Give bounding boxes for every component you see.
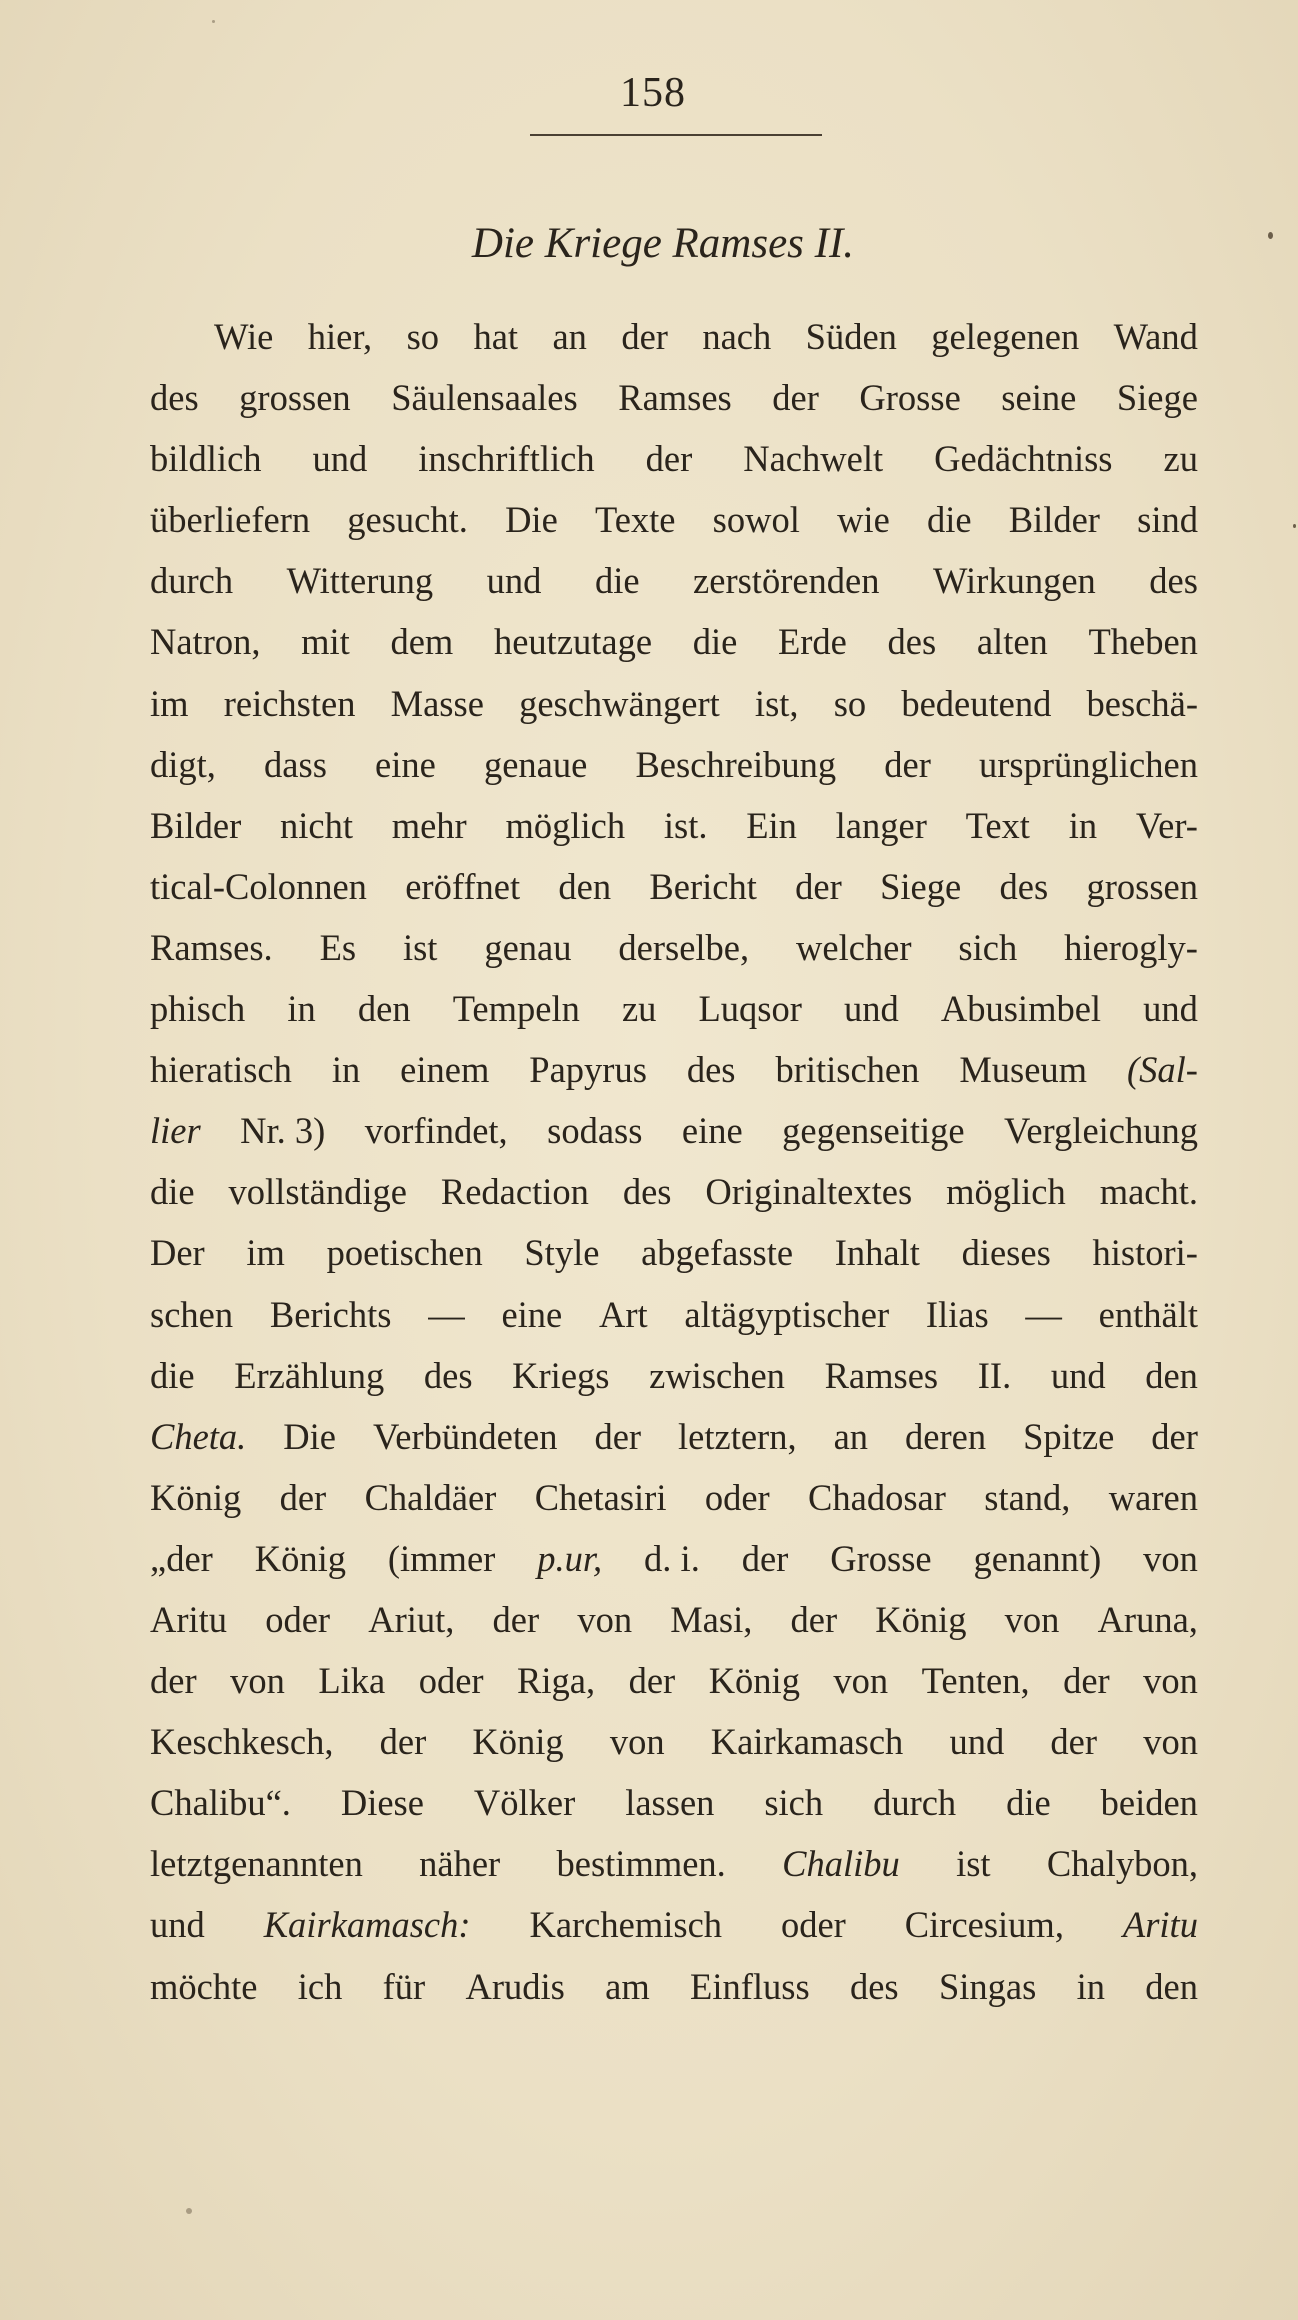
word: so <box>406 316 440 357</box>
word: durch <box>873 1782 957 1824</box>
word: Süden <box>805 316 897 357</box>
text-line <box>150 856 1198 917</box>
word: lassen <box>625 1782 715 1824</box>
word: sind <box>1137 499 1198 541</box>
word: zu <box>1163 438 1198 480</box>
word: von <box>1143 1660 1198 1702</box>
word: Wie <box>214 316 274 357</box>
word: histori- <box>1092 1232 1198 1274</box>
text-line <box>150 428 1198 489</box>
word: von <box>1143 1721 1198 1763</box>
word: II. <box>977 1354 1012 1396</box>
word: der <box>628 1660 676 1702</box>
italic-word: lier <box>150 1110 201 1152</box>
word: Ein <box>746 804 797 846</box>
word: des <box>999 865 1049 907</box>
word: Es <box>319 926 357 968</box>
word: des <box>622 1171 672 1213</box>
word: Natron, <box>150 621 261 663</box>
word: eine <box>681 1110 743 1152</box>
word: Nr. 3) <box>240 1110 326 1152</box>
word: „der <box>150 1537 213 1579</box>
word: des <box>150 377 199 419</box>
word: bildlich <box>150 438 262 480</box>
word: heutzutage <box>493 621 653 663</box>
italic-word: Kairkamasch: <box>263 1904 471 1946</box>
paper-speck <box>1268 232 1273 239</box>
italic-word: Cheta. <box>150 1415 247 1457</box>
word: Kriegs <box>512 1354 610 1396</box>
word: durch <box>150 560 234 602</box>
word: die <box>594 560 640 602</box>
word: am <box>605 1965 650 2007</box>
word: der <box>594 1415 642 1457</box>
word: für <box>382 1965 426 2007</box>
text-line <box>150 1833 1198 1894</box>
word: Gedächtniss <box>934 438 1113 480</box>
word: Ramses. <box>150 926 273 968</box>
word: Chetasiri <box>534 1476 667 1518</box>
word: Vergleichung <box>1004 1110 1198 1152</box>
word: dem <box>390 621 454 663</box>
word: hieratisch <box>150 1049 292 1091</box>
word: Diese <box>340 1782 424 1824</box>
word: poetischen <box>326 1232 483 1274</box>
word: Chadosar <box>808 1476 946 1518</box>
word: phisch <box>150 988 246 1030</box>
word: in <box>1076 1965 1105 2007</box>
word: digt, <box>150 743 216 785</box>
word: des <box>849 1965 899 2007</box>
word: Singas <box>938 1965 1037 2007</box>
word: macht. <box>1099 1171 1198 1213</box>
word: Lika <box>318 1660 386 1702</box>
word: letztgenannten <box>150 1843 363 1885</box>
word: überliefern <box>150 499 311 541</box>
text-line <box>150 1039 1198 1100</box>
word: altägyptischer <box>684 1293 890 1335</box>
text-line <box>150 367 1198 428</box>
word: an <box>552 316 587 357</box>
word: oder <box>704 1476 770 1518</box>
text-line <box>150 1100 1198 1161</box>
word: Die <box>283 1415 336 1457</box>
word: Masse <box>390 682 484 724</box>
word: des <box>423 1354 473 1396</box>
word: dieses <box>961 1232 1051 1274</box>
word: gegenseitige <box>782 1110 965 1152</box>
word: die <box>1006 1782 1051 1824</box>
word: zerstörenden <box>693 560 880 602</box>
word: mit <box>301 621 350 663</box>
text-line <box>150 978 1198 1039</box>
word: Style <box>524 1232 600 1274</box>
word: Spitze <box>1023 1415 1115 1457</box>
text-line <box>150 673 1198 734</box>
text-line <box>150 734 1198 795</box>
word: Luqsor <box>698 988 802 1030</box>
word: britischen <box>775 1049 920 1091</box>
word: zwischen <box>649 1354 785 1396</box>
header-rule <box>530 134 822 136</box>
word: Erzählung <box>234 1354 385 1396</box>
word: Berichts <box>269 1293 392 1335</box>
word: der <box>741 1537 789 1579</box>
word: genaue <box>483 743 588 785</box>
word: König <box>254 1537 346 1579</box>
word: ist <box>402 926 438 968</box>
text-line <box>150 306 1198 367</box>
word: möglich <box>946 1171 1066 1213</box>
word: Grosse <box>830 1537 932 1579</box>
word: in <box>287 988 316 1030</box>
word: die <box>150 1171 195 1213</box>
text-line <box>150 1161 1198 1222</box>
word: so <box>833 682 867 724</box>
word: Ariut, <box>368 1598 455 1640</box>
paper-speck <box>212 20 215 23</box>
text-line <box>150 1956 1198 2017</box>
text-line <box>150 1284 1198 1345</box>
word: Witterung <box>286 560 434 602</box>
word: an <box>833 1415 869 1457</box>
word: abgefasste <box>641 1232 794 1274</box>
word: der <box>621 316 668 357</box>
word: Papyrus <box>529 1049 647 1091</box>
word: vorfindet, <box>364 1110 508 1152</box>
word: in <box>331 1049 361 1091</box>
chapter-title: Die Kriege Ramses II. <box>471 220 855 267</box>
text-line <box>150 1772 1198 1833</box>
word: Abusimbel <box>940 988 1102 1030</box>
word: zu <box>621 988 657 1030</box>
body-text <box>150 306 1198 2017</box>
word: von <box>230 1660 285 1702</box>
word: der <box>884 743 931 785</box>
word: Bilder <box>1008 499 1100 541</box>
word: alten <box>976 621 1048 663</box>
page-number: 158 <box>620 70 686 116</box>
word: oder <box>418 1660 484 1702</box>
word: König <box>150 1476 242 1518</box>
word: enthält <box>1098 1293 1198 1335</box>
word: oder <box>780 1904 846 1946</box>
word: der <box>150 1660 197 1702</box>
word: Völker <box>473 1782 576 1824</box>
word: gesucht. <box>347 499 468 541</box>
word: im <box>246 1232 285 1274</box>
word: die <box>926 499 972 541</box>
word: Ilias <box>925 1293 989 1335</box>
text-line <box>150 1222 1198 1283</box>
word: der <box>1050 1721 1098 1763</box>
word: schen <box>150 1293 234 1335</box>
text-line <box>150 1467 1198 1528</box>
word: langer <box>835 804 927 846</box>
word: Chalibu“. <box>150 1782 291 1824</box>
word: welcher <box>796 926 912 968</box>
word: (immer <box>387 1537 496 1579</box>
word: bestimmen. <box>556 1843 726 1885</box>
text-line <box>150 611 1198 672</box>
word: ist <box>956 1843 991 1885</box>
word: des <box>887 621 937 663</box>
word: eröffnet <box>405 865 521 907</box>
word: Siege <box>1116 377 1198 419</box>
text-line <box>150 550 1198 611</box>
word: Masi, <box>670 1598 753 1640</box>
text-line <box>150 1894 1198 1955</box>
word: derselbe, <box>618 926 750 968</box>
word: der <box>772 377 819 419</box>
italic-word: p.ur, <box>537 1537 603 1579</box>
word: der <box>1063 1660 1110 1702</box>
word: hat <box>473 316 519 357</box>
word: Chaldäer <box>364 1476 497 1518</box>
word: sich <box>764 1782 824 1824</box>
word: und <box>949 1721 1005 1763</box>
text-line <box>150 1345 1198 1406</box>
word: geschwängert <box>519 682 720 724</box>
word: von <box>577 1598 633 1640</box>
italic-word: Aritu <box>1122 1904 1198 1946</box>
word: Die <box>505 499 558 541</box>
word: einem <box>400 1049 490 1091</box>
word: den <box>357 988 411 1030</box>
word: genau <box>484 926 572 968</box>
word: und <box>312 438 368 480</box>
text-line <box>150 795 1198 856</box>
word: bedeutend <box>901 682 1052 724</box>
word: Texte <box>594 499 676 541</box>
word: sowol <box>712 499 800 541</box>
word: nach <box>702 316 772 357</box>
word: König <box>875 1598 967 1640</box>
word: Tempeln <box>452 988 580 1030</box>
word: Circesium, <box>904 1904 1064 1946</box>
word: die <box>692 621 738 663</box>
word: Originaltextes <box>705 1171 913 1213</box>
paper-speck <box>1293 524 1296 528</box>
word: möchte <box>150 1965 258 2007</box>
word: Museum <box>959 1049 1088 1091</box>
word: reichsten <box>223 682 356 724</box>
word: der <box>492 1598 540 1640</box>
word: König <box>472 1721 564 1763</box>
word: Nachwelt <box>743 438 884 480</box>
word: grossen <box>1086 865 1198 907</box>
word: Chalybon, <box>1046 1843 1198 1885</box>
word: der <box>645 438 693 480</box>
paper-speck <box>186 2208 192 2214</box>
word: Redaction <box>440 1171 589 1213</box>
word: d. i. <box>644 1537 700 1579</box>
word: Ramses <box>824 1354 939 1396</box>
word: und <box>1143 988 1198 1030</box>
word: Beschreibung <box>635 743 837 785</box>
word: den <box>558 865 612 907</box>
word: ich <box>297 1965 343 2007</box>
word: — <box>1025 1293 1062 1335</box>
word: hierogly- <box>1064 926 1198 968</box>
word: inschriftlich <box>418 438 595 480</box>
word: gelegenen <box>931 316 1080 357</box>
word: Aritu <box>150 1598 228 1640</box>
word: Einfluss <box>690 1965 810 2007</box>
word: König <box>708 1660 800 1702</box>
word: letztern, <box>678 1415 797 1457</box>
word: Kairkamasch <box>710 1721 904 1763</box>
word: und <box>1050 1354 1106 1396</box>
word: Arudis <box>465 1965 565 2007</box>
word: dass <box>264 743 327 785</box>
word: wie <box>837 499 890 541</box>
word: beschä- <box>1086 682 1198 724</box>
word: genannt) <box>973 1537 1102 1579</box>
word: beiden <box>1100 1782 1198 1824</box>
word: Inhalt <box>834 1232 920 1274</box>
word: Riga, <box>517 1660 596 1702</box>
word: vollständige <box>228 1171 407 1213</box>
text-line <box>150 917 1198 978</box>
word: Text <box>965 804 1030 846</box>
word: der <box>790 1598 838 1640</box>
word: der <box>379 1721 427 1763</box>
word: des <box>686 1049 736 1091</box>
word: Säulensaales <box>391 377 578 419</box>
text-line <box>150 1406 1198 1467</box>
word: der <box>795 865 842 907</box>
word: oder <box>265 1598 331 1640</box>
word: — <box>428 1293 465 1335</box>
word: eine <box>375 743 436 785</box>
word: Bericht <box>649 865 757 907</box>
word: seine <box>1001 377 1077 419</box>
text-line <box>150 1589 1198 1650</box>
word: hier, <box>307 316 373 357</box>
word: und <box>844 988 899 1030</box>
word: der <box>279 1476 327 1518</box>
italic-word: (Sal- <box>1127 1049 1198 1091</box>
word: tical-Colonnen <box>150 865 367 907</box>
word: den <box>1145 1354 1198 1396</box>
word: grossen <box>239 377 351 419</box>
word: Art <box>598 1293 648 1335</box>
text-line <box>150 1650 1198 1711</box>
word: Verbündeten <box>372 1415 558 1457</box>
italic-word: Chalibu <box>782 1843 900 1885</box>
word: von <box>1143 1537 1198 1579</box>
word: des <box>1149 560 1198 602</box>
word: Karchemisch <box>529 1904 723 1946</box>
word: Tenten, <box>921 1660 1030 1702</box>
word: Ramses <box>618 377 732 419</box>
word: und <box>150 1904 205 1946</box>
word: näher <box>419 1843 501 1885</box>
word: sodass <box>547 1110 643 1152</box>
word: Theben <box>1088 621 1198 663</box>
word: waren <box>1108 1476 1198 1518</box>
word: von <box>609 1721 665 1763</box>
word: möglich <box>505 804 626 846</box>
word: ist, <box>754 682 799 724</box>
text-line <box>150 1528 1198 1589</box>
word: von <box>833 1660 889 1702</box>
word: Ver- <box>1135 804 1198 846</box>
word: sich <box>958 926 1018 968</box>
word: im <box>150 682 189 724</box>
word: und <box>486 560 542 602</box>
word: den <box>1145 1965 1198 2007</box>
word: ursprünglichen <box>979 743 1198 785</box>
text-line <box>150 1711 1198 1772</box>
word: in <box>1068 804 1098 846</box>
word: mehr <box>391 804 467 846</box>
word: ist. <box>663 804 708 846</box>
word: der <box>1151 1415 1198 1457</box>
word: Grosse <box>859 377 961 419</box>
word: Der <box>150 1232 205 1274</box>
word: die <box>150 1354 195 1396</box>
word: Wirkungen <box>933 560 1096 602</box>
word: Keschkesch, <box>150 1721 334 1763</box>
text-line <box>150 489 1198 550</box>
word: Bilder <box>150 804 242 846</box>
word: stand, <box>984 1476 1071 1518</box>
word: Erde <box>777 621 847 663</box>
word: nicht <box>279 804 353 846</box>
word: Siege <box>880 865 962 907</box>
word: Wand <box>1113 316 1198 357</box>
word: eine <box>501 1293 563 1335</box>
word: Aruna, <box>1097 1598 1198 1640</box>
word: von <box>1004 1598 1060 1640</box>
word: deren <box>905 1415 987 1457</box>
